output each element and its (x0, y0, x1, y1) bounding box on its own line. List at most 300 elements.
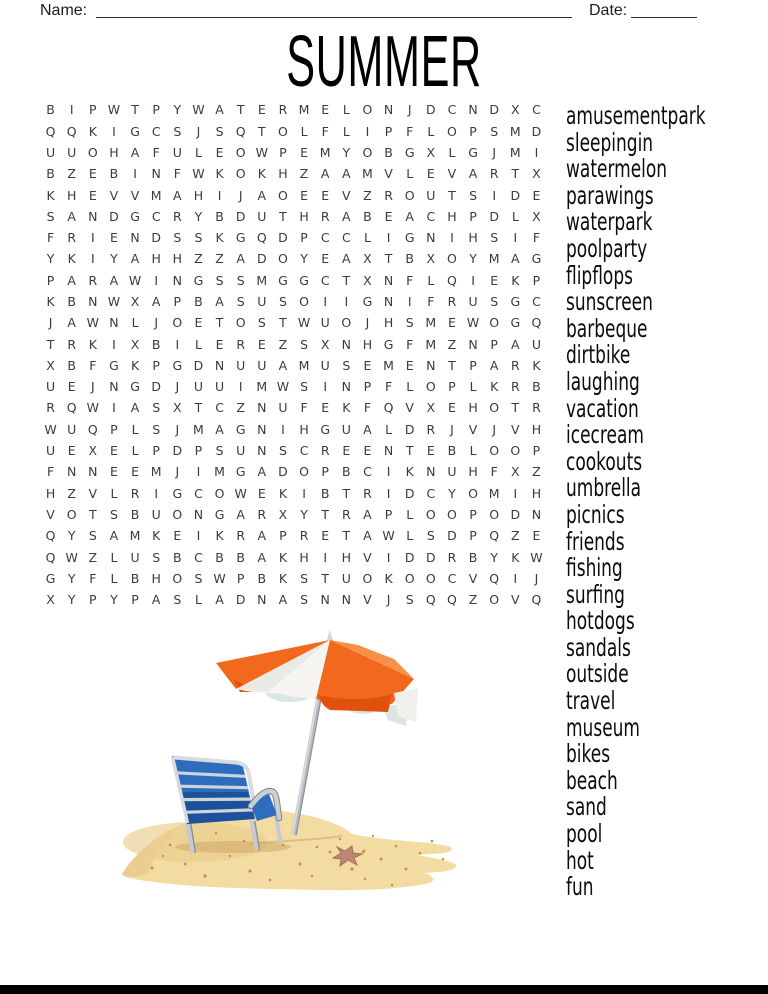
grid-letter-r7c13: P (300, 230, 308, 246)
grid-letter-r17c3: X (88, 443, 98, 459)
grid-letter-r18c8: I (196, 464, 201, 480)
grid-letter-r8c10: A (236, 251, 245, 267)
grid-letter-r2c1: Q (45, 123, 56, 139)
grid-letter-r14c22: K (490, 379, 499, 395)
sand-icon (122, 810, 456, 890)
grid-letter-r1c2: I (69, 102, 74, 118)
grid-letter-r12c24: U (531, 336, 542, 352)
grid-letter-r6c15: A (342, 208, 351, 224)
grid-letter-r11c21: W (466, 315, 480, 331)
grid-letter-r13c11: U (257, 357, 267, 373)
grid-letter-r16c5: L (131, 421, 139, 437)
word-list (566, 103, 768, 901)
grid-letter-r2c9: S (215, 123, 224, 139)
name-label: Name: (40, 2, 88, 19)
grid-letter-r10c8: B (194, 294, 203, 309)
grid-letter-r10c20: R (447, 294, 457, 309)
grid-letter-r16c21: V (468, 421, 478, 437)
grid-letter-r10c16: G (362, 294, 373, 309)
grid-letter-r8c16: X (363, 251, 372, 267)
grid-letter-r19c21: O (468, 485, 478, 501)
grid-letter-r8c17: T (384, 251, 393, 267)
grid-letter-r18c7: J (175, 464, 180, 480)
grid-letter-r1c5: T (131, 102, 139, 118)
grid-letter-r7c15: C (341, 230, 351, 246)
grid-letter-r10c7: P (173, 294, 182, 309)
grid-letter-r21c11: A (257, 528, 267, 544)
grid-letter-r9c7: N (172, 272, 182, 288)
grid-letter-r3c14: M (319, 144, 331, 160)
grid-letter-r8c24: G (531, 251, 542, 267)
grid-letter-r21c10: R (236, 528, 246, 544)
word-list-item: dirtbike (566, 340, 631, 370)
word-list-item: fun (566, 872, 594, 902)
grid-letter-r11c12: T (279, 315, 287, 331)
grid-letter-r19c14: B (320, 485, 330, 501)
grid-letter-r2c19: L (427, 123, 435, 139)
page-title: SUMMER (286, 22, 482, 102)
grid-letter-r23c7: O (172, 570, 183, 586)
grid-letter-r19c16: R (363, 485, 372, 501)
grid-letter-r9c1: P (46, 272, 55, 288)
grid-letter-r2c6: C (151, 123, 161, 139)
word-list-item: parawings (566, 180, 654, 210)
grid-letter-r4c10: O (235, 166, 246, 182)
grid-letter-r10c17: N (383, 294, 394, 309)
grid-letter-r19c24: H (531, 485, 542, 501)
grid-letter-r3c8: L (194, 144, 202, 160)
grid-letter-r9c2: A (67, 272, 76, 288)
grid-letter-r24c12: A (278, 592, 288, 608)
grid-letter-r6c13: H (299, 208, 309, 224)
grid-letter-r23c8: S (194, 570, 203, 586)
grid-letter-r24c19: Q (425, 592, 436, 608)
grid-letter-r13c3: F (89, 357, 97, 373)
grid-letter-r6c5: G (130, 208, 140, 224)
grid-letter-r5c1: K (46, 187, 55, 203)
grid-letter-r18c4: E (109, 464, 118, 480)
grid-letter-r23c13: S (300, 570, 309, 586)
grid-letter-r7c9: K (215, 230, 224, 246)
grid-letter-r8c22: M (488, 251, 500, 267)
grid-letter-r21c19: S (426, 528, 435, 544)
grid-letter-r16c17: L (385, 421, 393, 437)
grid-letter-r7c2: R (67, 230, 77, 246)
grid-letter-r22c23: K (511, 549, 520, 565)
grid-letter-r1c9: A (215, 102, 224, 118)
grid-letter-r13c1: X (46, 357, 55, 373)
grid-letter-r10c18: I (407, 294, 412, 309)
grid-letter-r24c20: Q (447, 592, 457, 608)
grid-letter-r7c12: D (278, 230, 288, 246)
grid-letter-r12c16: H (362, 336, 373, 352)
grid-letter-r11c20: E (447, 315, 456, 331)
grid-letter-r1c22: D (489, 102, 499, 118)
grid-letter-r24c6: A (151, 592, 161, 608)
grid-letter-r23c23: I (513, 570, 518, 586)
grid-letter-r4c12: H (278, 166, 288, 182)
grid-letter-r23c19: O (425, 570, 436, 586)
grid-letter-r5c23: D (510, 187, 521, 203)
grid-letter-r20c4: S (109, 506, 118, 522)
word-list-item: poolparty (566, 233, 648, 263)
grid-letter-r15c16: F (363, 400, 372, 416)
grid-letter-r2c22: S (490, 123, 499, 139)
grid-letter-r12c4: I (112, 336, 116, 352)
grid-letter-r21c8: I (196, 528, 201, 544)
grid-letter-r5c14: E (321, 187, 330, 203)
grid-letter-r20c19: O (425, 506, 436, 522)
grid-letter-r19c13: I (302, 485, 306, 501)
grid-letter-r1c15: L (342, 102, 350, 118)
grid-letter-r2c7: S (173, 123, 182, 139)
grid-letter-r24c15: N (341, 592, 351, 608)
grid-letter-r8c11: D (256, 251, 267, 267)
grid-letter-r17c17: N (383, 443, 394, 459)
grid-letter-r18c20: U (447, 464, 457, 480)
grid-letter-r15c3: W (86, 400, 99, 416)
grid-letter-r2c5: G (130, 123, 140, 139)
grid-letter-r6c20: H (447, 208, 457, 224)
grid-letter-r8c20: O (447, 251, 457, 267)
word-list-item: laughing (566, 366, 640, 396)
grid-letter-r20c16: A (363, 506, 372, 522)
grid-letter-r12c12: Z (278, 336, 288, 352)
grid-letter-r21c16: A (363, 528, 372, 544)
grid-letter-r7c24: F (532, 230, 541, 246)
grid-letter-r2c3: K (88, 123, 97, 139)
grid-letter-r18c19: N (426, 464, 436, 480)
grid-letter-r18c10: G (235, 464, 246, 480)
grid-letter-r7c14: C (320, 230, 330, 246)
word-list-item: museum (566, 712, 640, 742)
grid-letter-r5c5: V (130, 187, 140, 203)
grid-letter-r4c8: W (192, 166, 205, 182)
grid-letter-r12c7: I (175, 336, 180, 352)
grid-letter-r15c8: T (194, 400, 203, 416)
grid-letter-r20c5: B (130, 506, 140, 522)
grid-letter-r4c20: V (447, 166, 457, 182)
grid-letter-r9c16: X (363, 272, 372, 288)
grid-letter-r20c1: V (46, 506, 55, 522)
grid-letter-r6c9: B (215, 208, 224, 224)
grid-letter-r17c10: U (236, 443, 246, 459)
grid-letter-r14c17: F (384, 379, 393, 395)
grid-letter-r3c9: E (215, 144, 224, 160)
grid-letter-r8c9: Z (215, 251, 224, 267)
grid-letter-r8c4: Y (110, 251, 118, 267)
grid-letter-r22c16: V (363, 549, 372, 565)
grid-letter-r3c5: A (130, 144, 140, 160)
grid-letter-r9c24: P (532, 272, 541, 288)
grid-letter-r4c4: B (109, 166, 119, 182)
word-list-item: umbrella (566, 473, 642, 503)
grid-letter-r19c2: Z (67, 485, 76, 501)
grid-letter-r23c12: K (278, 570, 288, 586)
grid-letter-r1c23: X (511, 102, 520, 118)
grid-letter-r22c17: I (386, 549, 391, 565)
grid-letter-r6c6: C (151, 208, 161, 224)
word-list-item: icecream (566, 420, 644, 450)
grid-letter-r4c23: T (511, 166, 520, 182)
grid-letter-r6c21: P (469, 208, 477, 224)
grid-letter-r18c9: M (214, 464, 225, 480)
grid-letter-r16c8: M (193, 421, 204, 437)
grid-letter-r10c4: W (107, 294, 121, 309)
grid-letter-r1c10: T (236, 102, 245, 118)
grid-letter-r11c3: W (86, 315, 99, 331)
grid-letter-r14c20: P (448, 379, 456, 395)
grid-letter-r16c13: H (299, 421, 309, 437)
grid-letter-r13c6: P (152, 357, 160, 373)
grid-letter-r1c3: P (89, 102, 97, 118)
grid-letter-r15c2: Q (66, 400, 77, 416)
grid-letter-r12c18: F (406, 336, 414, 352)
grid-letter-r18c21: H (468, 464, 478, 480)
grid-letter-r22c22: Y (490, 549, 498, 565)
grid-letter-r15c7: X (173, 400, 182, 416)
word-list-item: amusementpark (566, 101, 706, 130)
grid-letter-r16c12: I (281, 421, 285, 437)
grid-letter-r17c8: P (194, 443, 203, 459)
grid-letter-r19c6: I (154, 485, 159, 501)
grid-letter-r17c7: D (172, 443, 183, 459)
grid-letter-r10c11: U (257, 294, 267, 309)
grid-letter-r13c20: T (448, 357, 456, 373)
grid-letter-r5c4: V (109, 187, 119, 203)
grid-letter-r3c3: O (87, 144, 98, 160)
grid-letter-r15c10: Z (236, 400, 245, 416)
grid-letter-r17c24: P (532, 443, 541, 459)
grid-letter-r23c17: K (384, 570, 393, 586)
grid-letter-r6c14: R (320, 208, 330, 224)
grid-letter-r16c3: Q (87, 421, 98, 437)
grid-letter-r1c14: E (321, 102, 330, 118)
grid-letter-r21c15: T (342, 528, 351, 544)
grid-letter-r9c12: G (278, 272, 288, 288)
grid-letter-r22c8: C (194, 549, 203, 565)
grid-letter-r24c11: N (257, 592, 267, 608)
grid-letter-r5c20: T (448, 187, 456, 203)
grid-letter-r1c19: D (425, 102, 436, 118)
word-list-item: beach (566, 765, 618, 795)
grid-letter-r24c23: V (511, 592, 520, 608)
grid-letter-r17c23: O (510, 443, 521, 459)
grid-letter-r18c23: X (511, 464, 520, 480)
grid-letter-r24c14: N (320, 592, 330, 608)
word-list-item: flipflops (566, 260, 633, 290)
grid-letter-r14c16: P (363, 379, 372, 395)
grid-letter-r9c13: G (299, 272, 309, 288)
grid-letter-r13c10: U (236, 357, 246, 373)
grid-letter-r13c23: R (510, 357, 520, 373)
grid-letter-r5c8: H (193, 187, 204, 203)
grid-letter-r16c19: R (426, 421, 436, 437)
grid-letter-r23c1: G (45, 570, 56, 586)
grid-letter-r1c4: W (107, 102, 121, 118)
grid-letter-r17c22: O (489, 443, 500, 459)
grid-letter-r8c18: B (405, 251, 414, 267)
grid-letter-r16c7: J (175, 421, 180, 437)
grid-letter-r5c10: J (238, 187, 243, 203)
grid-letter-r9c21: I (471, 272, 475, 288)
grid-letter-r13c14: U (320, 357, 330, 373)
grid-letter-r5c12: O (278, 187, 288, 203)
grid-letter-r7c17: I (386, 230, 391, 246)
grid-letter-r2c2: Q (66, 123, 77, 139)
grid-letter-r20c21: P (469, 506, 477, 522)
grid-letter-r3c24: I (534, 144, 539, 160)
grid-letter-r16c2: U (67, 421, 77, 437)
grid-letter-r13c19: N (426, 357, 436, 373)
grid-letter-r13c24: K (532, 357, 541, 373)
grid-letter-r11c24: Q (531, 315, 542, 331)
grid-letter-r13c8: D (193, 357, 204, 373)
grid-letter-r10c14: I (323, 294, 328, 309)
grid-letter-r20c20: O (447, 506, 457, 522)
grid-letter-r8c15: A (342, 251, 351, 267)
grid-letter-r18c16: C (363, 464, 372, 480)
grid-letter-r14c23: R (510, 379, 520, 395)
grid-letter-r9c8: G (193, 272, 204, 288)
grid-letter-r23c3: F (89, 570, 97, 586)
grid-letter-r12c15: N (341, 336, 351, 352)
grid-letter-r21c14: E (321, 528, 330, 544)
grid-letter-r18c18: K (405, 464, 414, 480)
grid-letter-r5c17: R (384, 187, 393, 203)
grid-letter-r24c13: S (300, 592, 309, 608)
grid-letter-r5c2: H (66, 187, 77, 203)
grid-letter-r1c1: B (46, 102, 55, 118)
grid-letter-r23c10: P (236, 570, 245, 586)
grid-letter-r1c16: O (362, 102, 373, 118)
grid-letter-r6c3: N (88, 208, 98, 224)
grid-letter-r4c21: A (468, 166, 478, 182)
grid-letter-r5c22: I (492, 187, 497, 203)
grid-letter-r11c8: E (194, 315, 203, 331)
grid-letter-r6c19: C (426, 208, 436, 224)
grid-letter-r7c7: S (173, 230, 182, 246)
grid-letter-r2c21: P (469, 123, 477, 139)
grid-letter-r17c20: B (447, 443, 457, 459)
grid-letter-r20c3: T (88, 506, 97, 522)
word-list-item: pool (566, 819, 603, 849)
grid-letter-r8c3: I (90, 251, 95, 267)
grid-letter-r3c10: O (235, 144, 246, 160)
grid-letter-r4c13: Z (299, 166, 309, 182)
pebble (363, 850, 366, 853)
grid-letter-r19c8: C (194, 485, 203, 501)
grid-letter-r10c15: I (344, 294, 349, 309)
grid-letter-r17c15: E (342, 443, 351, 459)
grid-letter-r11c4: N (109, 315, 119, 331)
grid-letter-r11c23: G (510, 315, 521, 331)
grid-letter-r10c23: G (510, 294, 521, 309)
grid-letter-r3c11: W (255, 144, 268, 160)
grid-letter-r10c10: S (236, 294, 245, 309)
grid-letter-r20c24: N (531, 506, 542, 522)
grid-letter-r4c3: E (88, 166, 97, 182)
grid-letter-r12c13: S (300, 336, 309, 352)
grid-letter-r7c19: N (426, 230, 436, 246)
grid-letter-r15c13: F (300, 400, 308, 416)
grid-letter-r16c10: G (235, 421, 246, 437)
grid-letter-r14c4: N (109, 379, 119, 395)
grid-letter-r15c18: V (405, 400, 414, 416)
grid-letter-r19c11: E (257, 485, 266, 501)
grid-letter-r1c13: M (298, 102, 310, 118)
grid-letter-r18c2: N (67, 464, 77, 480)
grid-letter-r20c15: R (341, 506, 351, 522)
grid-letter-r2c11: T (257, 123, 266, 139)
grid-letter-r11c18: S (405, 315, 414, 331)
grid-letter-r15c5: A (130, 400, 140, 416)
grid-letter-r18c1: F (46, 464, 55, 480)
grid-letter-r18c6: M (150, 464, 162, 480)
date-label: Date: (589, 2, 628, 19)
grid-letter-r5c3: E (88, 187, 97, 203)
grid-letter-r9c22: E (490, 272, 499, 288)
grid-letter-r4c16: M (362, 166, 373, 182)
grid-letter-r2c15: L (342, 123, 350, 139)
grid-letter-r24c4: Y (110, 592, 118, 608)
grid-letter-r18c24: Z (532, 464, 541, 480)
grid-letter-r5c16: Z (363, 187, 372, 203)
grid-letter-r4c15: A (342, 166, 351, 182)
grid-letter-r5c6: M (150, 187, 162, 203)
grid-letter-r21c12: P (279, 528, 287, 544)
grid-letter-r20c22: O (489, 506, 500, 522)
word-list-item: cookouts (566, 446, 643, 476)
grid-letter-r14c8: U (193, 379, 204, 395)
grid-letter-r18c11: A (257, 464, 267, 480)
grid-letter-r8c19: X (426, 251, 436, 267)
grid-letter-r20c8: N (193, 506, 204, 522)
grid-letter-r12c1: T (46, 336, 55, 352)
grid-letter-r18c22: F (490, 464, 498, 480)
grid-letter-r10c6: A (151, 294, 161, 309)
grid-letter-r24c24: Q (531, 592, 542, 608)
grid-letter-r23c15: U (341, 570, 351, 586)
grid-letter-r22c13: H (299, 549, 309, 565)
grid-letter-r16c24: H (531, 421, 542, 437)
page-title-wrap (0, 22, 768, 102)
grid-letter-r3c16: O (362, 144, 373, 160)
grid-letter-r16c6: S (152, 421, 161, 437)
grid-letter-r2c23: M (509, 123, 521, 139)
grid-letter-r23c5: B (130, 570, 140, 586)
grid-letter-r14c3: J (90, 379, 95, 395)
word-list-item: hotdogs (566, 606, 635, 636)
grid-letter-r4c11: K (257, 166, 266, 182)
grid-letter-r16c23: V (511, 421, 520, 437)
grid-letter-r19c7: G (172, 485, 183, 501)
word-list-item: bikes (566, 739, 611, 769)
grid-letter-r21c20: D (447, 528, 457, 544)
grid-letter-r21c7: E (173, 528, 182, 544)
grid-letter-r13c2: B (67, 357, 76, 373)
grid-letter-r23c20: C (447, 570, 457, 586)
grid-letter-r9c11: M (256, 272, 268, 288)
grid-letter-r24c10: D (235, 592, 246, 608)
grid-letter-r11c16: J (365, 315, 370, 331)
grid-letter-r7c20: I (450, 230, 454, 246)
grid-letter-r4c17: V (384, 166, 393, 182)
grid-letter-r4c24: X (532, 166, 541, 182)
word-list-item: sunscreen (566, 287, 653, 317)
grid-letter-r5c13: E (300, 187, 309, 203)
grid-letter-r14c7: J (175, 379, 180, 395)
